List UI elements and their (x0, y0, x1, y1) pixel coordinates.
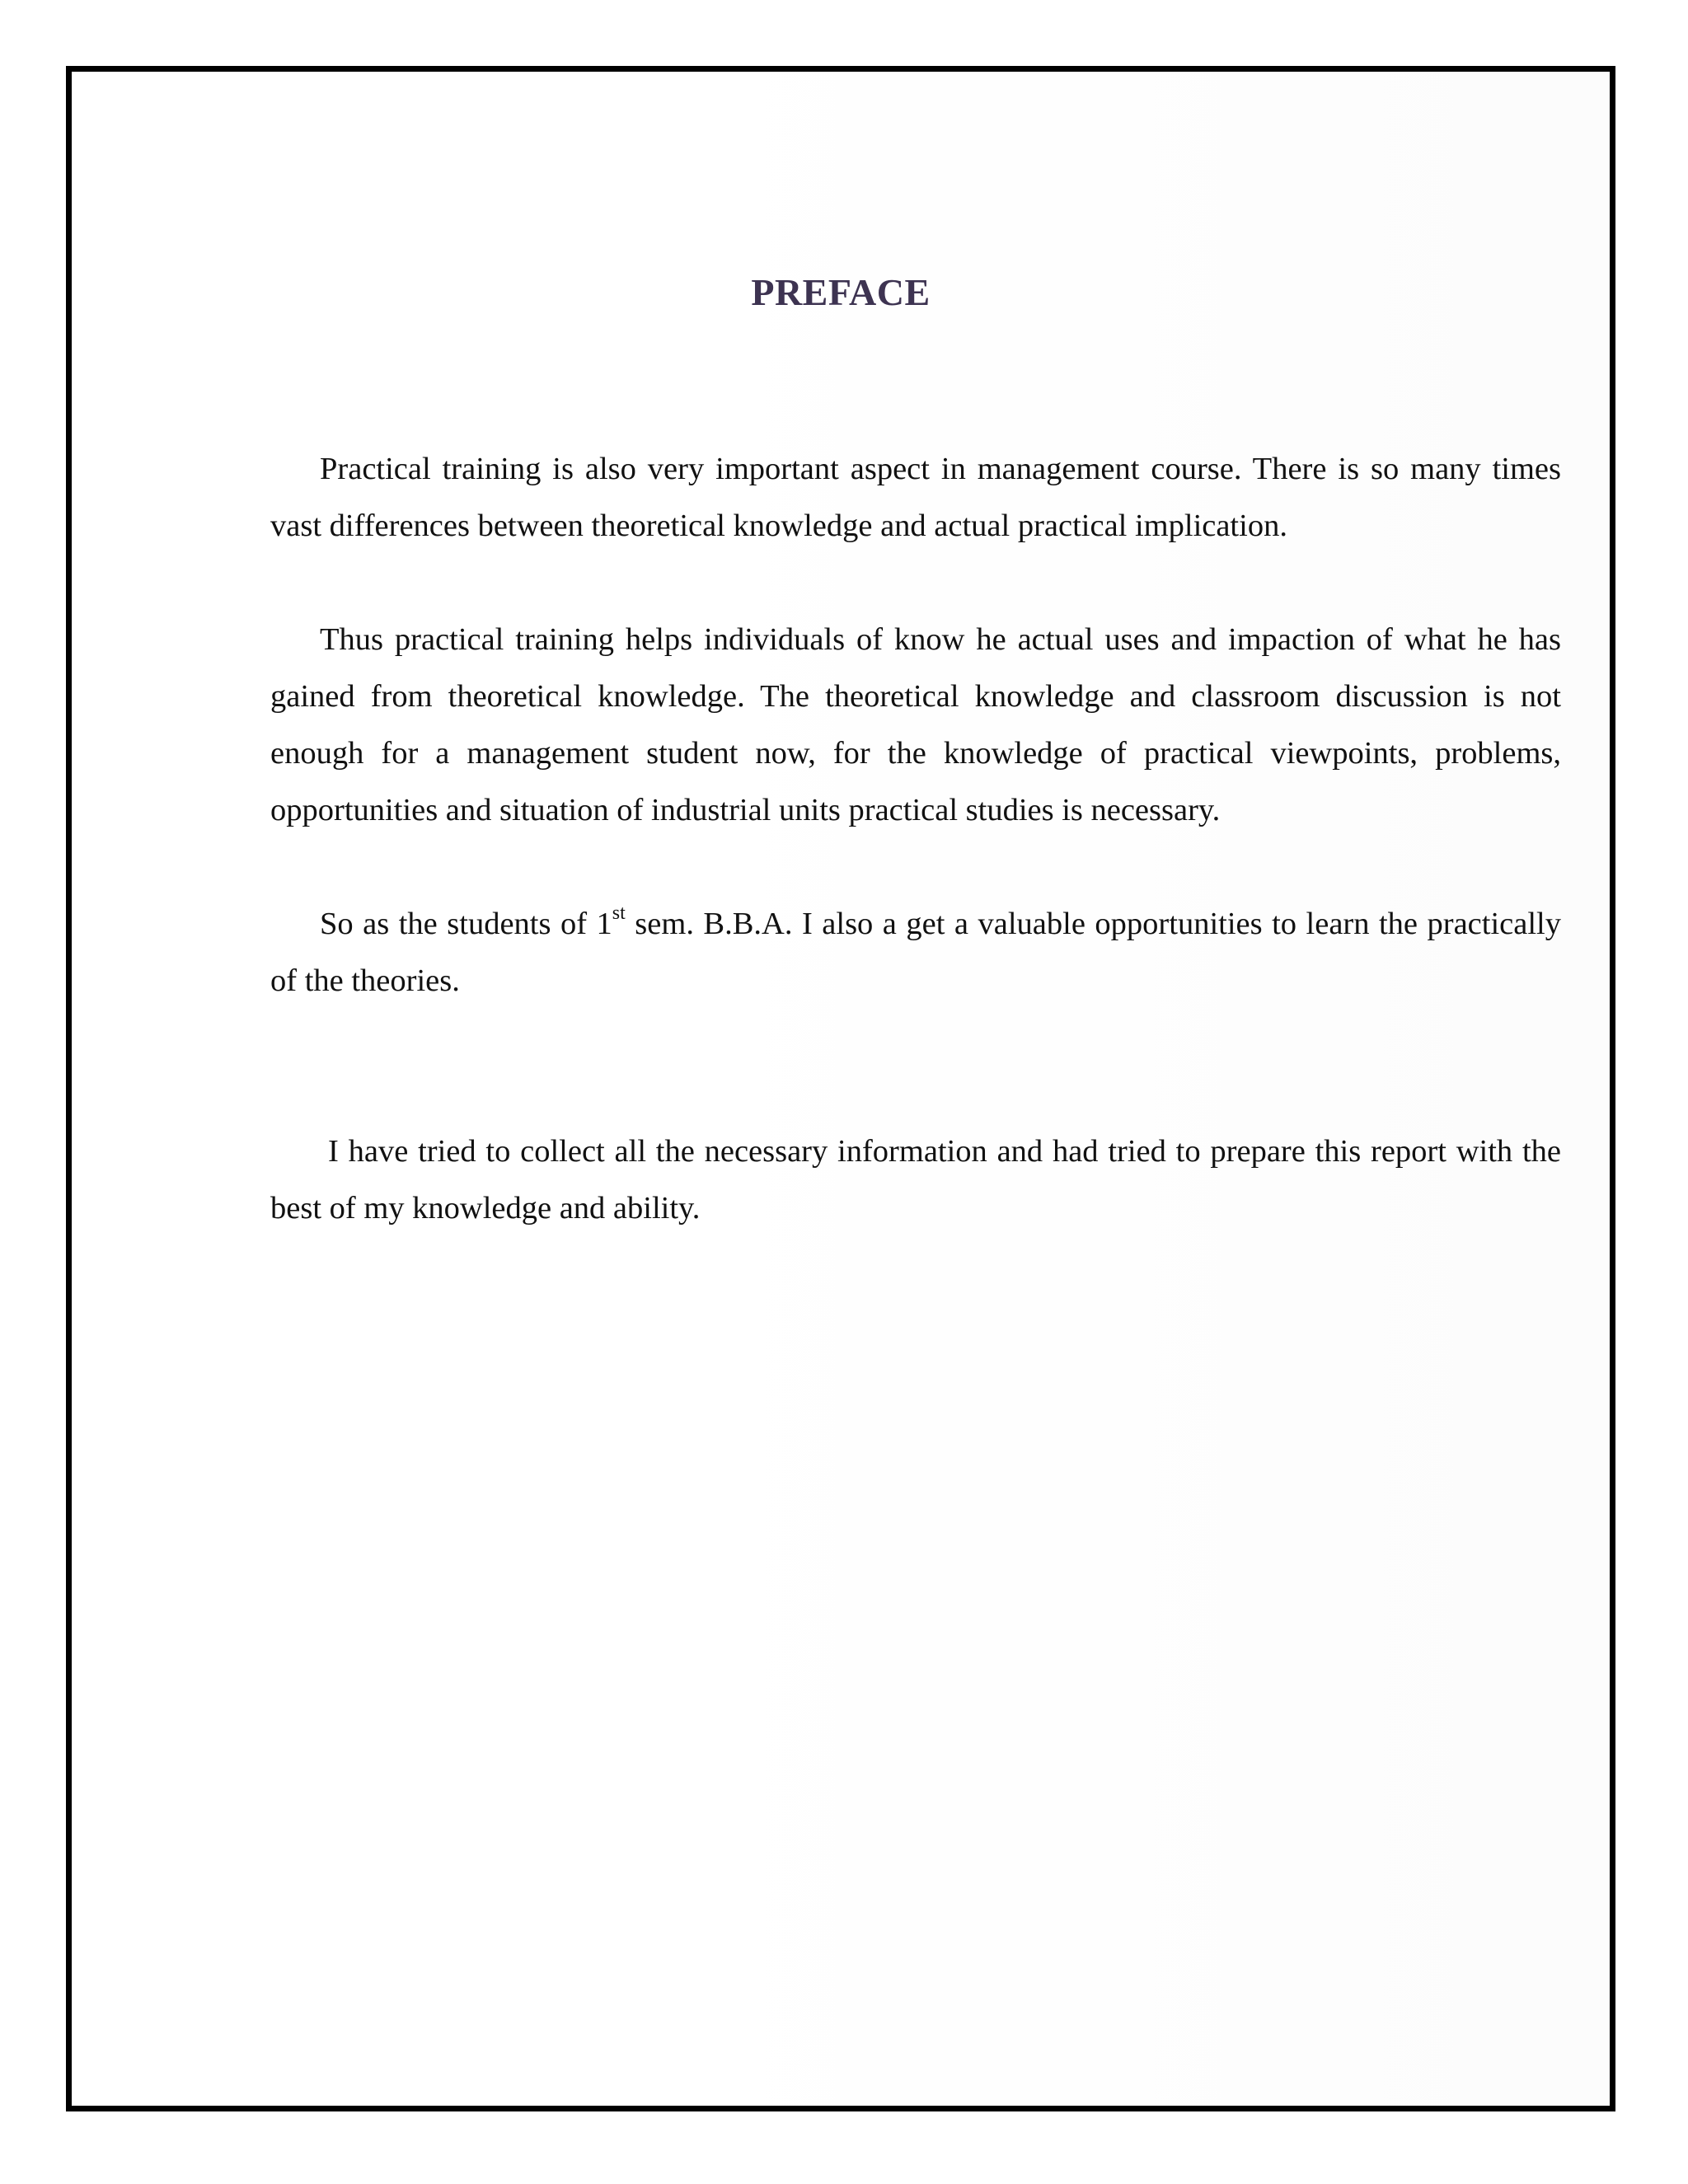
paragraph-3-text-after: sem. B.B.A. I also a get a valuable opportunities to learn the practically of the theories. (270, 907, 1561, 998)
page-border (66, 66, 1615, 2111)
page-title: PREFACE (751, 271, 931, 313)
preface-body (270, 441, 1561, 1237)
paragraph-2: Thus practical training helps individuals of know he actual uses and impaction of what he has gained from theoretical knowledge. The theoretical knowledge and classroom discussion is not enough for a management student now, for the knowledge of practical viewpoints, problems, opportunities and situation of industrial units practical studies is necessary. (270, 622, 1561, 827)
paragraph-3 (270, 896, 1561, 1010)
ordinal-superscript: st (612, 902, 626, 925)
paragraph-1: Practical training is also very important aspect in management course. There is so many times vast differences between theoretical knowledge and actual practical implication. (270, 452, 1561, 543)
paragraph-4: I have tried to collect all the necessary information and had tried to prepare this report with the best of my knowledge and ability. (270, 1134, 1561, 1226)
paragraph-3-text-before: So as the students of 1 (320, 907, 612, 941)
